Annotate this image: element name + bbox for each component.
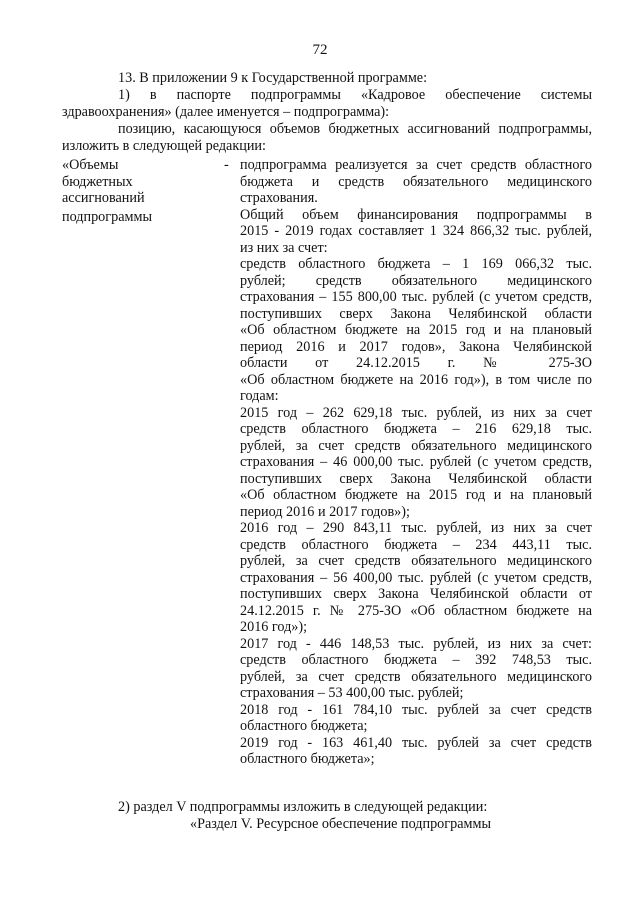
value-line: областного бюджета; [240, 718, 368, 734]
value-line: подпрограмма реализуется за счет средств областного [240, 157, 592, 173]
value-line: 24.12.2015 г. № 275-ЗО «Об областном бюджете на [240, 602, 592, 619]
subitem-1-line-1: 1) в паспорте подпрограммы «Кадровое обеспечение системы [118, 87, 592, 103]
value-line: средств областного бюджета – 392 748,53 тыс. [240, 652, 592, 668]
value-line: «Об областном бюджете на 2015 год и на плановый [240, 487, 592, 503]
value-line: из них за счет: [240, 239, 328, 256]
label-line: ассигнований [62, 190, 145, 206]
value-line: страхования – 46 000,00 тыс. рублей (с учетом средств, [240, 454, 592, 470]
value-line: Общий объем финансирования подпрограммы в [240, 206, 592, 223]
value-line: «Об областном бюджете на 2015 год и на плановый [240, 322, 592, 338]
item-13-heading: 13. В приложении 9 к Государственной программе: [118, 70, 428, 86]
label-line: подпрограммы [62, 208, 152, 225]
table-label-cell [62, 157, 152, 225]
position-line-1: позицию, касающуюся объемов бюджетных ассигнований подпрограммы, [118, 121, 592, 137]
value-line: 2018 год - 161 784,10 тыс. рублей за счет средств [240, 701, 592, 718]
value-line: страхования – 53 400,00 тыс. рублей; [240, 685, 464, 701]
value-line: 2016 год»); [240, 619, 308, 635]
value-line: «Об областном бюджете на 2016 год»), в том числе по [240, 371, 592, 388]
value-line: средств областного бюджета – 234 443,11 тыс. [240, 536, 592, 553]
value-line: 2017 год - 446 148,53 тыс. рублей, из них за счет: [240, 635, 592, 652]
value-line: средств областного бюджета – 216 629,18 тыс. [240, 421, 592, 437]
value-line: годам: [240, 388, 279, 404]
value-line: период 2016 и 2017 годов», Закона Челябинской [240, 338, 592, 355]
table-dash: - [224, 157, 229, 173]
value-line: страхования – 155 800,00 тыс. рублей (с учетом средств, [240, 289, 592, 305]
page-number: 72 [312, 42, 328, 58]
value-line: 2019 год - 163 461,40 тыс. рублей за счет средств [240, 734, 592, 751]
value-line: 2016 год – 290 843,11 тыс. рублей, из них за счет [240, 520, 592, 536]
subitem-1-line-2: здравоохранения» (далее именуется – подпрограмма): [62, 104, 390, 120]
value-line: 2015 год – 262 629,18 тыс. рублей, из них за счет [240, 404, 592, 421]
value-line: рублей, за счет средств обязательного медицинского [240, 437, 592, 454]
value-line: страхования. [240, 190, 318, 206]
value-line: рублей, за счет средств обязательного медицинского [240, 553, 592, 569]
value-line: 2015 - 2019 годах составляет 1 324 866,32 тыс. рублей, [240, 223, 592, 239]
subitem-2: 2) раздел V подпрограммы изложить в следующей редакции: [118, 799, 488, 815]
label-line: «Объемы [62, 157, 119, 173]
value-line: областного бюджета»; [240, 751, 375, 767]
label-line: бюджетных [62, 173, 133, 190]
value-line: средств областного бюджета – 1 169 066,32 тыс. [240, 256, 592, 272]
value-line: рублей, за счет средств обязательного медицинского [240, 668, 592, 685]
section-title: «Раздел V. Ресурсное обеспечение подпрограммы [190, 816, 491, 832]
value-line: области от 24.12.2015 г. № 275-ЗО [240, 355, 592, 371]
value-line: поступивших сверх Закона Челябинской области [240, 470, 592, 487]
table-value-cell [240, 157, 592, 768]
value-line: период 2016 и 2017 годов»); [240, 503, 410, 520]
value-line: бюджета и средств обязательного медицинского [240, 173, 592, 190]
value-line: поступивших сверх Закона Челябинской области [240, 305, 592, 322]
value-line: рублей; средств обязательного медицинского [240, 272, 592, 289]
value-line: поступивших сверх Закона Челябинской области от [240, 586, 592, 602]
value-line: страхования – 56 400,00 тыс. рублей (с учетом средств, [240, 569, 592, 586]
position-line-2: изложить в следующей редакции: [62, 138, 266, 154]
